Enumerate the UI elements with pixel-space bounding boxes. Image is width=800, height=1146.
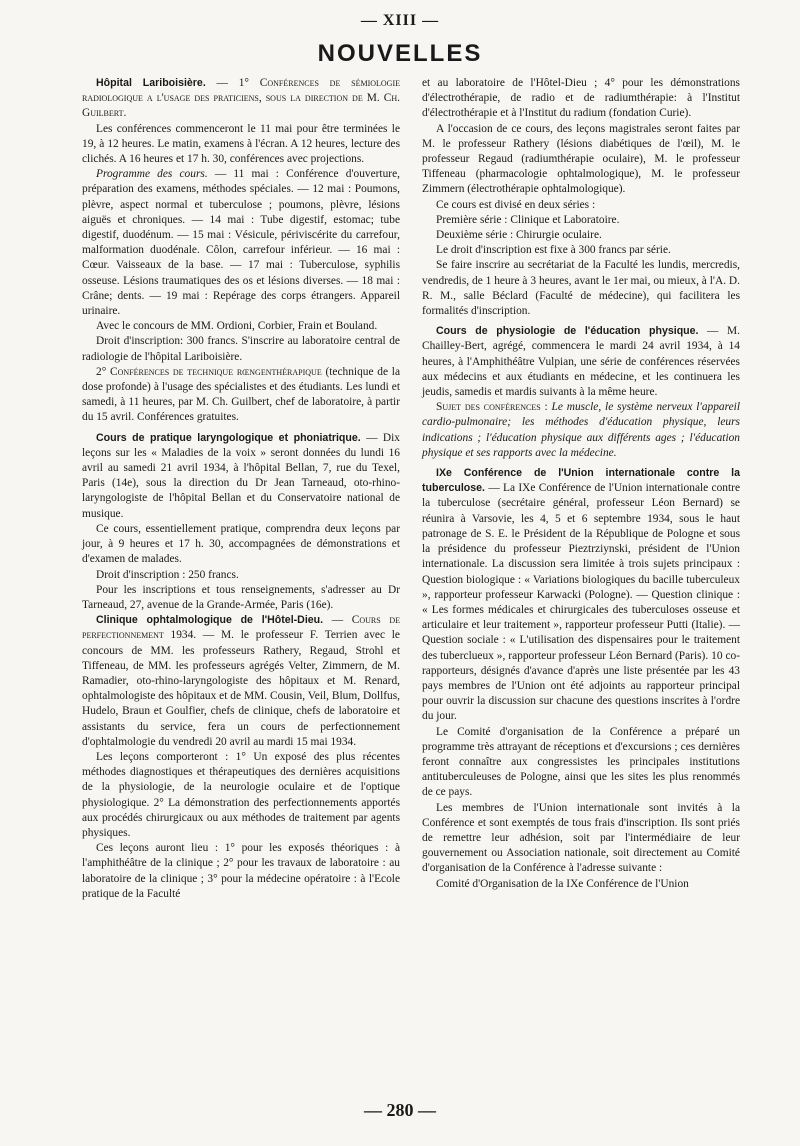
ophtalmo-course-title: — Cours de perfectionnement 1934. xyxy=(82,614,400,642)
section-heading-physio: Cours de physiologie de l'éducation physique. xyxy=(436,325,699,338)
subjects-label: Sujet des conférences : xyxy=(436,401,548,414)
paragraph: Ce cours, essentiellement pratique, comprendra deux leçons par jour, à 9 heures et 17 h. 30, accompagnées de démonstrations et d'examen de malades. xyxy=(82,522,400,566)
programme-label: Programme des cours. xyxy=(96,168,208,181)
programme-text: — 11 mai : Conférence d'ouverture, préparation des examens, méthodes spéciales. — 12 mai : Poumons, plèvre, aspect normal et tuberculose ; poumons, plèvre, lésions aiguës et chroniques. — 14 mai : Tube digestif, estomac; tube digestif, duodénum. — 15 mai : Vésicule, périviscérite du carrefour, malformation duodénale. Côlon, carrefour inférieur. — 16 mai : Cœur. Vaisseaux de la base. — 17 mai : Tuberculose, syphilis osseuse. Lésions traumatiques des os et lésions diverses. — 18 mai : Crâne; dents. — 19 mai : Repérage des corps étrangers. Appareil urinaire. xyxy=(82,168,400,318)
physio-intro-text: — M. Chailley-Bert, agrégé, commencera le mardi 24 avril 1934, à 14 heures, à l'Amphithéâtre Vulpian, une série de conférences réservées aux médecins et aux étudiants en médecine, et les continuera les jeudis, samedis et mardis suivants à la même heure. xyxy=(422,325,740,399)
right-column xyxy=(422,76,740,892)
section-heading-laryngo: Cours de pratique laryngologique et phoniatrique. xyxy=(96,431,361,444)
section-heading-lariboisiere: Hôpital Lariboisière. xyxy=(96,77,206,89)
paragraph: Pour les inscriptions et tous renseignements, s'adresser au Dr Tarneaud, 27, avenue de la Grande-Armée, Paris (16e). xyxy=(82,583,400,611)
page-title: NOUVELLES xyxy=(317,40,483,67)
subjects-text: Le muscle, le système nerveux l'appareil cardio-pulmonaire; les méthodes d'éducation physique, leurs indications ; l'éducation physique aux différents ages ; l'éducation physique et ses rapports avec la médecine. xyxy=(422,401,740,459)
ophtalmo-intro xyxy=(82,613,400,750)
technique-heading: 2° Conférences de technique rœngenthérapique xyxy=(96,365,322,378)
paragraph: et au laboratoire de l'Hôtel-Dieu ; 4° pour les démonstrations d'électrothérapie, de radio et de radiumthérapie: à l'Institut d'électrothérapie et à l'Institut du radium (fondation Curie). xyxy=(422,77,740,120)
laryngo-intro-text: — Dix leçons sur les « Maladies de la voix » seront données du lundi 16 avril au samedi 21 avril 1934, à l'hôpital Bellan, 7, rue du Texel, Paris (14e), sous la direction du Dr Jean Tarneaud, oto-rhino-laryngologiste de l'hôpital Bellan et du Conservatoire national de musique. xyxy=(82,431,400,520)
physio-subjects xyxy=(422,400,740,461)
paragraph: Avec le concours de MM. Ordioni, Corbier, Frain et Bouland. xyxy=(96,320,378,333)
folio-roman: — XIII — xyxy=(360,12,440,29)
physio-intro xyxy=(422,324,740,400)
section-heading-tuberculose: IXe Conférence de l'Union internationale contre la tuberculose. xyxy=(422,467,740,495)
tuberculose-intro xyxy=(422,466,740,724)
paragraph: Le Comité d'organisation de la Conférence a préparé un programme très attrayant de réceptions et d'excursions ; ces dernières feront connaître aux congressistes les principales institutions antituberculeuses de Pologne, ainsi que les sites les plus renommés de ce pays. xyxy=(422,725,740,799)
lariboisiere-intro-text: — 1° Conférences de sémiologie radiologique a l'usage des praticiens, sous la direction de M. Ch. Guilbert. xyxy=(82,77,401,120)
paragraph: Deuxième série : Chirurgie oculaire. xyxy=(436,229,602,242)
paragraph: Ces leçons auront lieu : 1° pour les exposés théoriques : à l'amphithéâtre de la clinique ; 2° pour les travaux de laboratoire : au laboratoire de la clinique ; 3° pour la médecine opératoire : à l'Ecole pratique de la Faculté xyxy=(82,842,400,900)
section-heading-ophtalmo: Clinique ophtalmologique de l'Hôtel-Dieu. xyxy=(96,614,324,627)
paragraph: Se faire inscrire au secrétariat de la Faculté les lundis, mercredis, vendredis, de 1 heure à 3 heures, avant le 1er mai, ou mieux, à l'A. D. R. M., salle Béclard (Faculté de médecine), qui facilitera les formalités d'inscription. xyxy=(422,259,740,318)
paragraph: Droit d'inscription: 300 francs. S'inscrire au laboratoire central de radiologie de l'hôpital Lariboisière. xyxy=(82,335,400,363)
tuberculose-intro-text: — La IXe Conférence de l'Union internationale contre la tuberculose (secrétaire général, professeur Léon Bernard) se réunira à Varsovie, les 4, 5 et 6 septembre 1934, sous le haut patronage de S. E. le Président de la République de Pologne et sous la présidence du professeur Pieztrziynski, président de l'Union internationale. La discussion sera limitée à trois sujets principaux : Question biologique : « Variations biologiques du bacille tuberculeux », rapporteur professeur Karwacki (Pologne). — Question clinique : « Les formes médicales et chirurgicales des tuberculoses osseuse et articulaire et leur traitement », rapporteur professeur Putti (Italie). — Question sociale : « L'utilisation des dispensaires pour le traitement des tuberclueux », rapporteur professeur Léon Bernard (Paris). 10 co-rapporteurs, désignés d'avance d'après une liste présentée par les 43 pays membres de l'Union ont été adjoints au rapporteur principal pour ouvrir la discussion sur chacune des questions inscrites à l'ordre du jour. xyxy=(422,482,740,723)
paragraph: A l'occasion de ce cours, des leçons magistrales seront faites par M. le professeur Rathery (lésions diabétiques de l'œil), M. le professeur Regaud (radiumthérapie oculaire), M. le professeur Tiffeneau (pharmacologie ophtalmologique), M. le professeur Zimmern (électrothérapie ophtalmologique). xyxy=(422,122,740,196)
page-number: — 280 — xyxy=(364,1100,436,1120)
paragraph: Première série : Clinique et Laboratoire. xyxy=(436,213,620,226)
paragraph: Les leçons comporteront : 1° Un exposé des plus récentes méthodes diagnostiques et thérapeutiques des dernières acquisitions de la physiologie, de la neurologie oculaire et de l'optique physiologique. 2° La démonstration des perfectionnements apportés aux procédés chirurgicaux ou aux méthodes de traitement par agents physiques. xyxy=(82,750,400,839)
lariboisiere-intro xyxy=(82,76,400,122)
paragraph: Le droit d'inscription est fixe à 300 francs par série. xyxy=(436,244,671,257)
technique-text: (technique de la dose profonde) à l'usage des spécialistes et des étudiants. Les lundi et samedi, à 11 heures, par M. Ch. Guilbert, chef de laboratoire, à partir du 15 avril. Conférences gratuites. xyxy=(82,365,400,424)
left-column xyxy=(82,76,400,902)
laryngo-intro xyxy=(82,431,400,522)
ophtalmo-intro-text: — M. le professeur F. Terrien avec le concours de MM. les professeurs Rathery, Regaud, Strohl et Tiffeneau, de MM. les professeurs agrégés Velter, Zimmern, de M. Ramadier, oto-rhino-laryngologiste des hôpitaux et M. Renard, ophtalmologiste des hôpitaux et de MM. Cousin, Veil, Blum, Dollfus, Hudelo, Braun et Goulfier, chefs de clinique, chefs de laboratoire et assistants du service, fera un cours de perfectionnement d'ophtalmologie du vendredi 20 avril au mardi 15 mai 1934. xyxy=(82,629,400,748)
programme-paragraph xyxy=(82,167,400,319)
paragraph: Droit d'inscription : 250 francs. xyxy=(96,568,239,581)
paragraph: Les membres de l'Union internationale sont invités à la Conférence et sont exemptés de tous frais d'inscription. Ils sont priés de remettre leur adhésion, soit par l'intermédiaire de leur gouvernement ou Association nationale, soit directement au Comité d'organisation de la Conférence à l'adresse suivante : xyxy=(422,801,740,875)
paragraph: Comité d'Organisation de la IXe Conférence de l'Union xyxy=(436,877,689,890)
paragraph xyxy=(82,365,400,426)
paragraph: Les conférences commenceront le 11 mai pour être terminées le 19, à 12 heures. Le matin, examens à l'écran. A 12 heures, lecture des clichés. A 16 heures et 17 h. 30, conférences avec projections. xyxy=(82,122,400,166)
paragraph: Ce cours est divisé en deux séries : xyxy=(436,198,596,211)
